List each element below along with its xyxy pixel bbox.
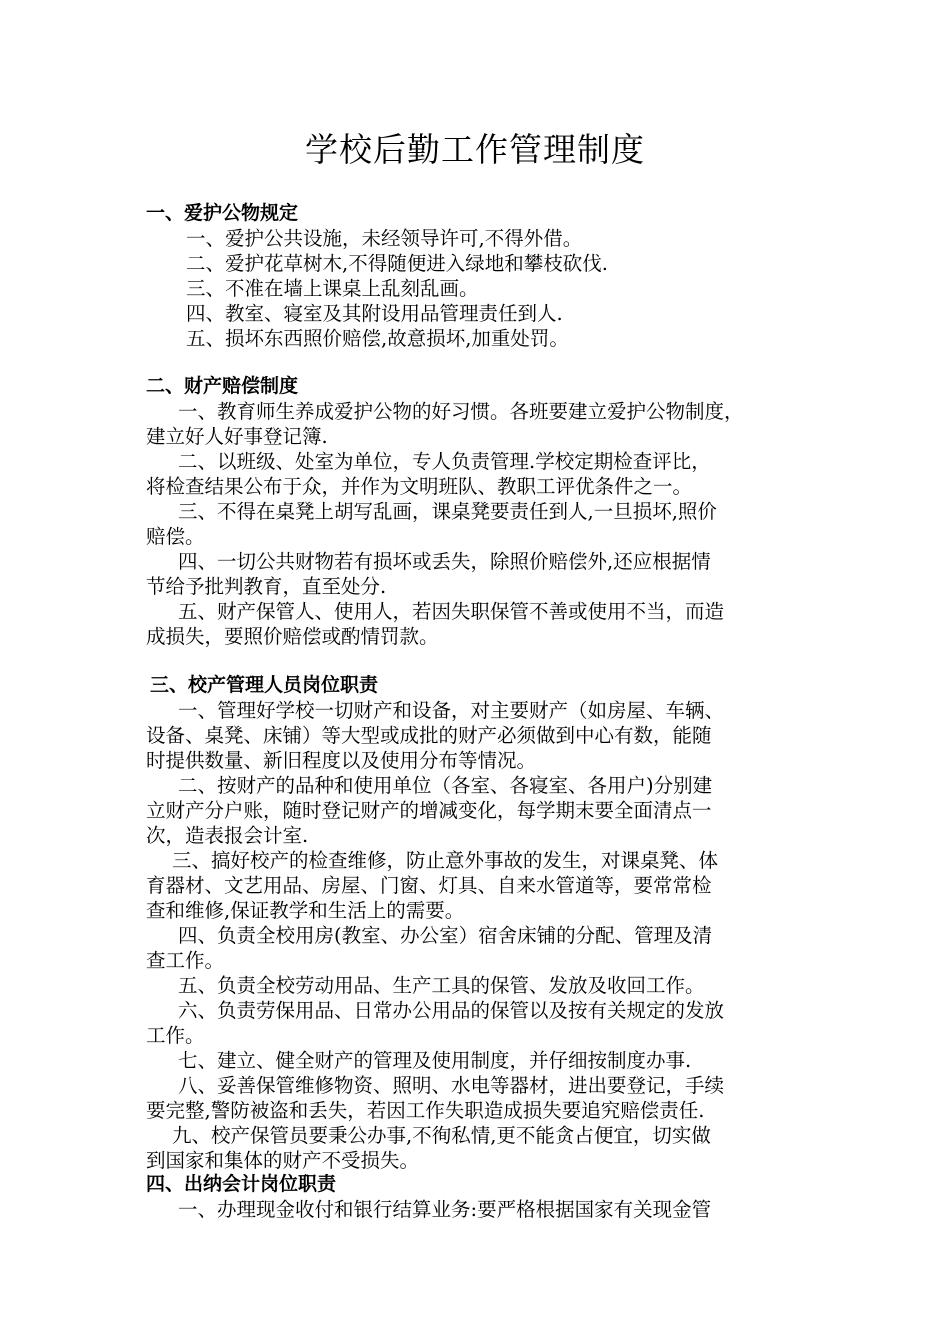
text-line: 工作。 — [146, 1024, 205, 1047]
text-line: 一、爱护公共设施，未经领导许可,不得外借。 — [186, 227, 583, 250]
text-line: 查和维修,保证教学和生活上的需要。 — [146, 899, 465, 922]
text-line: 设备、桌凳、床铺）等大型或成批的财产必须做到中心有数，能随 — [146, 724, 712, 747]
text-line: 二、按财产的品种和使用单位（各室、各寝室、各用户)分别建 — [178, 774, 713, 797]
text-line: 二、爱护花草树木,不得随便进入绿地和攀枝砍伐. — [186, 252, 608, 275]
section-heading: 四、出纳会计岗位职责 — [146, 1173, 337, 1195]
text-line: 九、校产保管员要秉公办事,不徇私情,更不能贪占便宜，切实做 — [172, 1124, 711, 1147]
text-line: 节给予批判教育，直至处分. — [146, 575, 387, 598]
text-line: 五、损坏东西照价赔偿,故意损坏,加重处罚。 — [186, 327, 569, 350]
text-line: 立财产分户账，随时登记财产的增减变化，每学期末要全面清点一 — [146, 799, 712, 822]
text-line: 五、财产保管人、使用人，若因失职保管不善或使用不当，而造 — [178, 600, 725, 623]
text-line: 一、教育师生养成爱护公物的好习惯。各班要建立爱护公物制度， — [178, 400, 744, 423]
text-line: 育器材、文艺用品、房屋、门窗、灯具、自来水管道等，要常常检 — [146, 874, 712, 897]
text-line: 到国家和集体的财产不受损失。 — [146, 1149, 420, 1172]
text-line: 三、搞好校产的检查维修，防止意外事故的发生，对课桌凳、体 — [172, 849, 719, 872]
text-line: 四、教室、寝室及其附设用品管理责任到人. — [186, 302, 563, 325]
text-line: 赔偿。 — [146, 525, 205, 548]
text-line: 要完整,警防被盗和丢失，若因工作失职造成损失要追究赔偿责任. — [146, 1099, 705, 1122]
text-line: 七、建立、健全财产的管理及使用制度，并仔细按制度办事. — [178, 1049, 692, 1072]
text-line: 一、办理现金收付和银行结算业务:要严格根据国家有关现金管 — [178, 1198, 712, 1221]
text-line: 建立好人好事登记簿. — [146, 425, 328, 448]
text-line: 次，造表报会计室. — [146, 824, 309, 847]
section-heading: 一、爱护公物规定 — [146, 202, 299, 224]
text-line: 时提供数量、新旧程度以及使用分布等情况。 — [146, 749, 537, 772]
text-line: 将检查结果公布于众，并作为文明班队、教职工评优条件之一。 — [146, 475, 693, 498]
text-line: 二、以班级、处室为单位，专人负责管理.学校定期检查评比， — [178, 450, 711, 473]
section-heading: 二、财产赔偿制度 — [146, 375, 299, 397]
text-line: 一、管理好学校一切财产和设备，对主要财产（如房屋、车辆、 — [178, 699, 725, 722]
text-line: 三、不准在墙上课桌上乱刻乱画。 — [186, 277, 479, 300]
document-title: 学校后勤工作管理制度 — [305, 130, 645, 169]
text-line: 成损失，要照价赔偿或酌情罚款。 — [146, 625, 439, 648]
text-line: 六、负责劳保用品、日常办公用品的保管以及按有关规定的发放 — [178, 999, 725, 1022]
text-line: 查工作。 — [146, 949, 225, 972]
text-line: 三、不得在桌凳上胡写乱画，课桌凳要责任到人,一旦损坏,照价 — [178, 500, 717, 523]
text-line: 四、一切公共财物若有损坏或丢失，除照价赔偿外,还应根据情 — [178, 550, 711, 573]
text-line: 四、负责全校用房(教室、办公室）宿舍床铺的分配、管理及清 — [178, 924, 713, 947]
text-line: 五、负责全校劳动用品、生产工具的保管、发放及收回工作。 — [178, 974, 705, 997]
text-line: 八、妥善保管维修物资、照明、水电等器材，进出要登记，手续 — [178, 1074, 725, 1097]
section-heading: 三、校产管理人员岗位职责 — [150, 674, 379, 696]
